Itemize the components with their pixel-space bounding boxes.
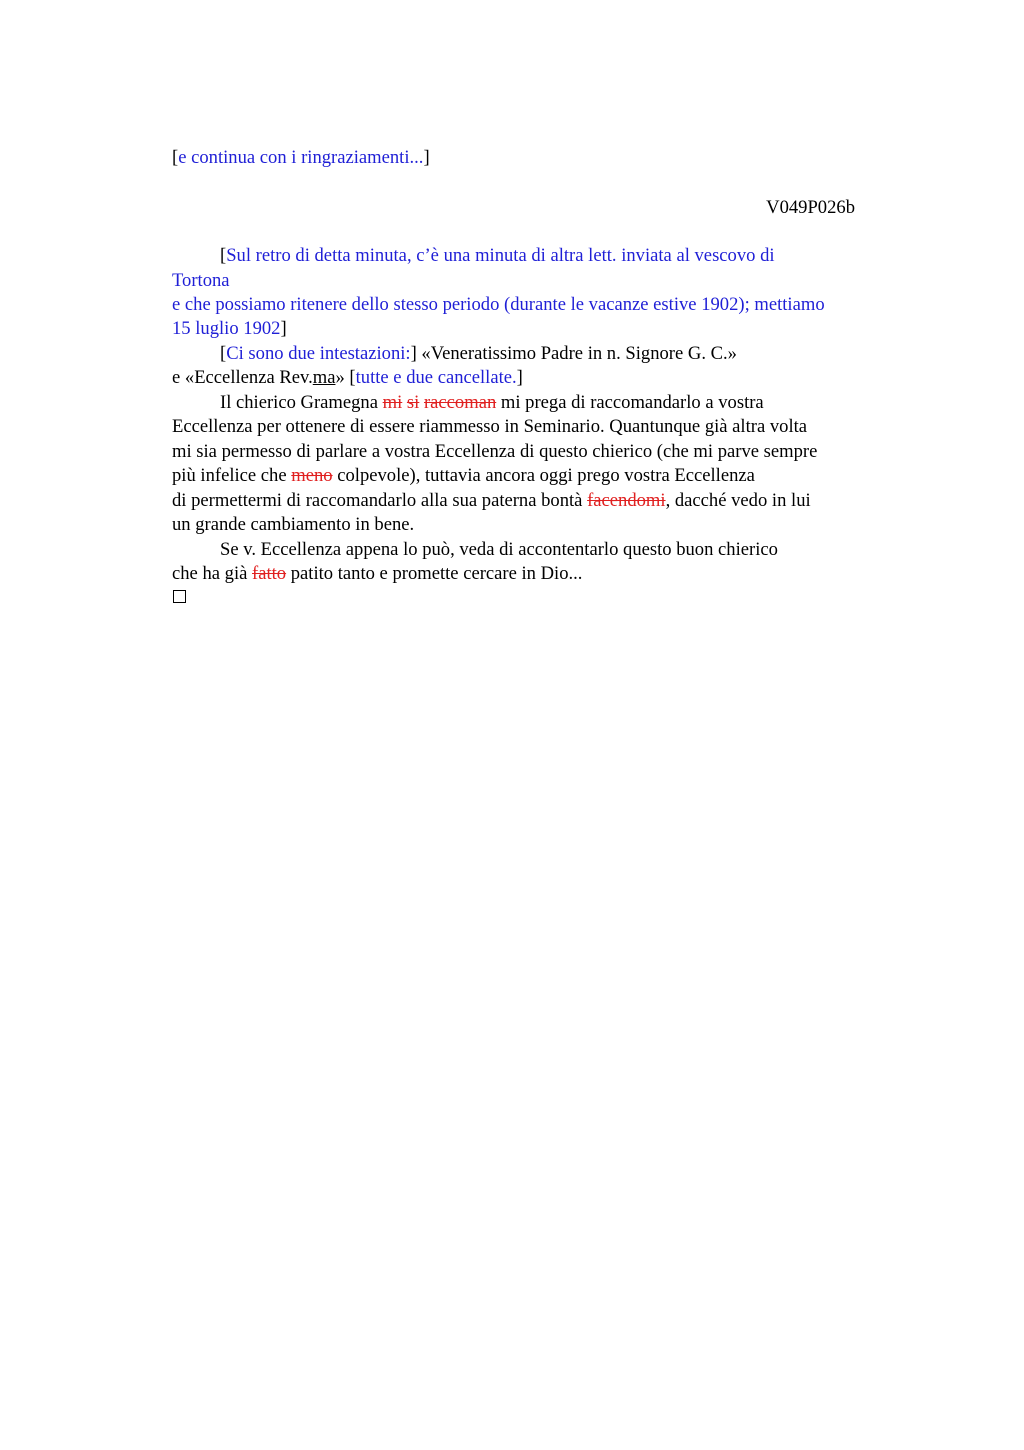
deleted-word: mi xyxy=(382,392,403,413)
deleted-word: raccoman xyxy=(423,392,497,413)
reference-code: V049P026b xyxy=(766,197,855,218)
retro-note-text-1: Sul retro di detta minuta, c’è una minuta di altra lett. inviata al vescovo di xyxy=(226,245,775,266)
p2-l2-text-b: patito tanto e promette cercare in Dio... xyxy=(286,563,583,584)
cancel-note: tutte e due cancellate. xyxy=(355,367,517,388)
p1-l5-text-b: , dacché vedo in lui xyxy=(665,490,811,511)
headings-note-label: Ci sono due intestazioni: xyxy=(226,343,411,364)
p1-l1-text-b: mi prega di raccomandarlo a vostra xyxy=(496,392,764,413)
deleted-word: fatto xyxy=(252,563,287,584)
paragraph1-line-1 xyxy=(220,391,764,415)
p1-l1-text-a: Il chierico Gramegna xyxy=(220,392,383,413)
end-marker-box xyxy=(173,590,186,603)
retro-note-line-1: [Sul retro di detta minuta, c’è una minuta di altra lett. inviata al vescovo di xyxy=(220,245,775,266)
paragraph1-line-6: un grande cambiamento in bene. xyxy=(172,514,415,535)
second-heading-superscript: ma xyxy=(312,367,336,388)
paragraph1-line-5 xyxy=(172,489,811,513)
retro-note-line-2: Tortona xyxy=(172,270,230,291)
headings-note-line: [Ci sono due intestazioni:] «Veneratissimo Padre in n. Signore G. C.» xyxy=(220,343,737,364)
deleted-word: si xyxy=(406,392,420,413)
p1-l4-text-b: colpevole), tuttavia ancora oggi prego vostra Eccellenza xyxy=(332,465,755,486)
retro-note-text-4: 15 luglio 1902 xyxy=(172,318,281,339)
first-heading: «Veneratissimo Padre in n. Signore G. C.» xyxy=(421,343,737,364)
retro-note-line-3: e che possiamo ritenere dello stesso periodo (durante le vacanze estive 1902); mettiamo xyxy=(172,294,825,315)
paragraph1-line-2: Eccellenza per ottenere di essere riammesso in Seminario. Quantunque già altra volta xyxy=(172,416,808,437)
second-heading-suffix: » xyxy=(335,367,345,388)
p2-l2-text-a: che ha già xyxy=(172,563,253,584)
second-heading-prefix: e «Eccellenza Rev. xyxy=(172,367,313,388)
paragraph1-line-3: mi sia permesso di parlare a vostra Eccellenza di questo chierico (che mi parve sempre xyxy=(172,441,818,462)
editor-note-continue: [e continua con i ringraziamenti...] xyxy=(172,147,430,168)
retro-note-line-4: 15 luglio 1902] xyxy=(172,318,287,339)
paragraph1-line-4 xyxy=(172,464,755,488)
deleted-word: meno xyxy=(291,465,333,486)
deleted-word: facendomi xyxy=(587,490,666,511)
second-heading-line: e «Eccellenza Rev.ma» [tutte e due cancellate.] xyxy=(172,367,523,388)
p1-l5-text-a: di permettermi di raccomandarlo alla sua paterna bontà xyxy=(172,490,588,511)
paragraph2-line-2 xyxy=(172,562,582,586)
paragraph2-line-1: Se v. Eccellenza appena lo può, veda di accontentarlo questo buon chierico xyxy=(220,539,778,560)
editor-note-text: e continua con i ringraziamenti... xyxy=(178,147,424,168)
p1-l4-text-a: più infelice che xyxy=(172,465,292,486)
